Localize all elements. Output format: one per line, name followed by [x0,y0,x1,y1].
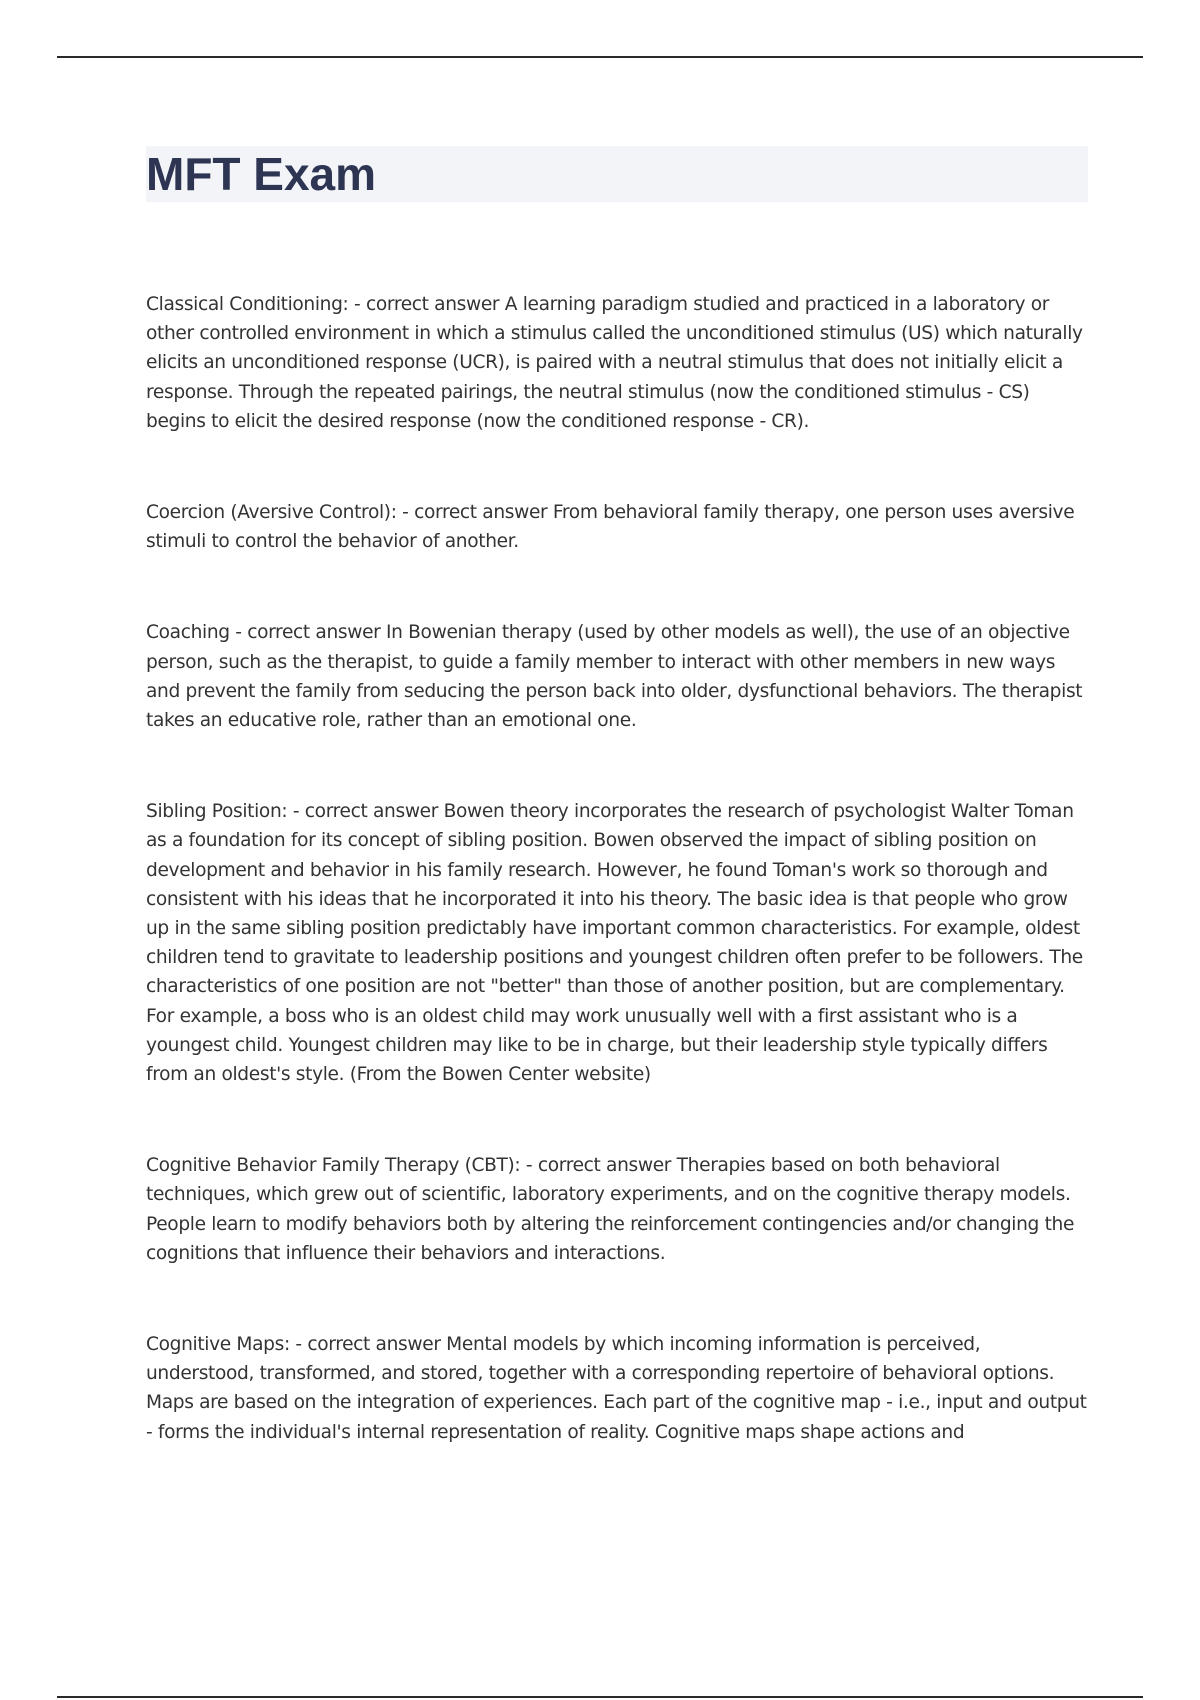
entry-classical-conditioning: Classical Conditioning: - correct answer A learning paradigm studied and practiced in a laboratory or other controlled environment in which a stimulus called the unconditioned stimulus (US) which naturally elicits an unconditioned response (UCR), is paired with a neutral stimulus that does not initially elicit a response. Through the repeated pairings, the neutral stimulus (now the conditioned stimulus - CS) begins to elicit the desired response (now the conditioned response - CR). [146,294,1083,432]
entry-coaching: Coaching - correct answer In Bowenian therapy (used by other models as well), the use of an objective person, such as the therapist, to guide a family member to interact with other members in new ways and prevent the family from seducing the person back into older, dysfunctional behaviors. The therapist takes an educative role, rather than an emotional one. [146,622,1083,732]
title-banner [146,146,1088,202]
document-body [146,290,1090,1509]
bottom-divider [57,1696,1143,1698]
entry-cognitive-behavior-family-therapy: Cognitive Behavior Family Therapy (CBT): - correct answer Therapies based on both behavioral techniques, which grew out of scientific, laboratory experiments, and on the cognitive therapy models. People learn to modify behaviors both by altering the reinforcement contingencies and/or changing the cognitions that influence their behaviors and interactions. [146,1155,1075,1264]
entry-cognitive-maps: Cognitive Maps: - correct answer Mental models by which incoming information is perceived, understood, transformed, and stored, together with a corresponding repertoire of behavioral options. Maps are based on the integration of experiences. Each part of the cognitive map - i.e., input and output - forms the individual's internal representation of reality. Cognitive maps shape actions and [146,1334,1087,1443]
entry-sibling-position: Sibling Position: - correct answer Bowen theory incorporates the research of psychologist Walter Toman as a foundation for its concept of sibling position. Bowen observed the impact of sibling position on development and behavior in his family research. However, he found Toman's work so thorough and consistent with his ideas that he incorporated it into his theory. The basic idea is that people who grow up in the same sibling position predictably have important common characteristics. For example, oldest children tend to gravitate to leadership positions and youngest children often prefer to be followers. The characteristics of one position are not "better" than those of another position, but are complementary. For example, a boss who is an oldest child may work unusually well with a first assistant who is a youngest child. Youngest children may like to be in charge, but their leadership style typically differs from an oldest's style. (From the Bowen Center website) [146,801,1083,1086]
entry-coercion: Coercion (Aversive Control): - correct answer From behavioral family therapy, one person uses aversive stimuli to control the behavior of another. [146,502,1075,553]
top-divider [57,56,1143,58]
page-title: MFT Exam [146,148,377,200]
